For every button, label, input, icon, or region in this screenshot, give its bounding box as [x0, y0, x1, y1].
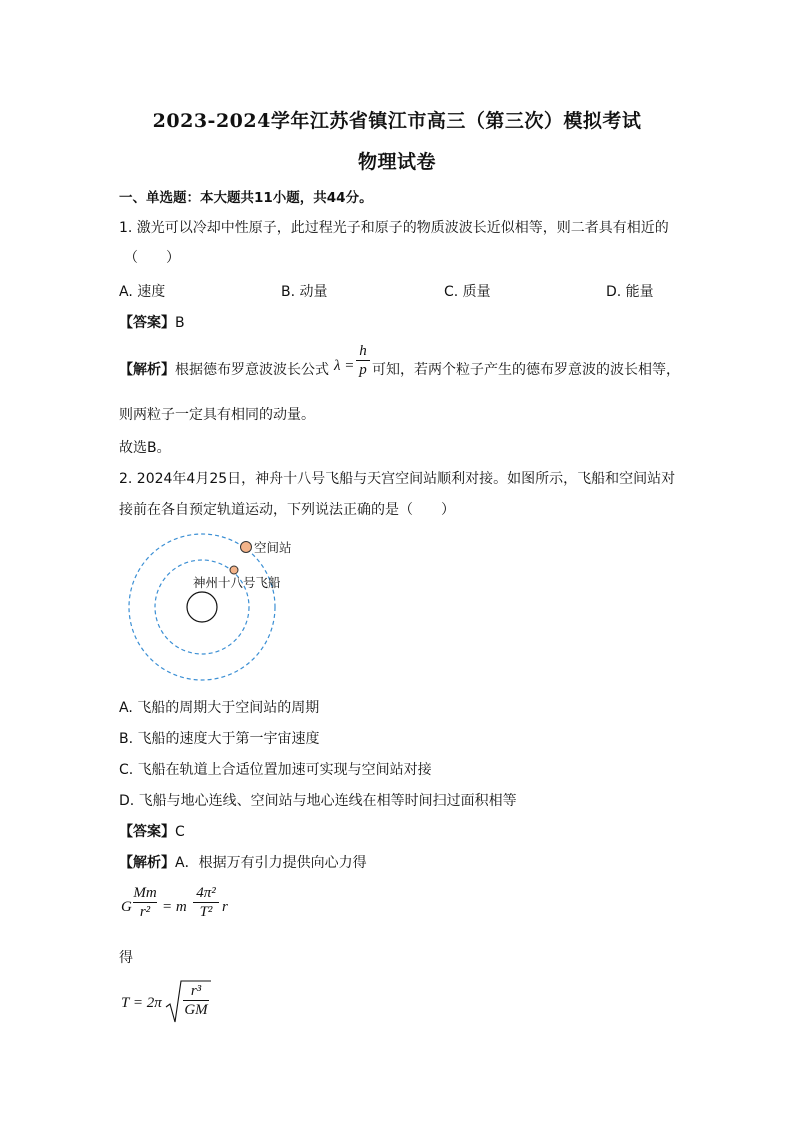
analysis-pre: 根据德布罗意波波长公式 [175, 362, 329, 378]
station-label: 空间站 [254, 540, 292, 555]
answer-tag: 【答案】 [119, 315, 175, 331]
q2-de: 得 [119, 950, 133, 966]
eq1-den-left: r² [139, 904, 151, 920]
fraction-bar [183, 1000, 209, 1001]
q1-option-b: B. 动量 [281, 284, 328, 300]
ship-label: 神州十八号飞船 [193, 575, 281, 590]
eq2-den: GM [184, 1002, 208, 1018]
page-title: 2023-2024学年江苏省镇江市高三（第三次）模拟考试 [152, 110, 642, 132]
eq1-g: G [121, 899, 132, 915]
eq1-den-right: T² [199, 904, 213, 920]
q1-answer [119, 312, 185, 332]
answer-value: B [175, 315, 185, 331]
fraction-bar [193, 902, 219, 903]
q1-formula-fraction [356, 343, 370, 378]
q2-option-c: C. 飞船在轨道上合适位置加速可实现与空间站对接 [119, 762, 432, 778]
eq1-equals-m: = m [162, 899, 187, 915]
q1-analysis-line2: 则两粒子一定具有相同的动量。 [119, 407, 315, 423]
fraction-bar [356, 360, 370, 361]
answer-value: C [175, 824, 185, 840]
q1-analysis-post: 可知，若两个粒子产生的德布罗意波的波长相等， [372, 362, 680, 378]
q1-conclusion: 故选B。 [119, 440, 171, 456]
q1-stem-line1: 1. 激光可以冷却中性原子，此过程光子和原子的物质波波长近似相等，则二者具有相近的 [119, 220, 669, 236]
analysis-tag: 【解析】 [119, 362, 175, 378]
q1-formula-lhs: λ = [334, 358, 355, 374]
formula-denominator: p [359, 362, 367, 378]
space-station-dot [241, 542, 252, 553]
earth-circle [187, 592, 217, 622]
answer-tag: 【答案】 [119, 824, 175, 840]
eq1-num-left: Mm [133, 885, 157, 901]
q2-option-b: B. 飞船的速度大于第一宇宙速度 [119, 731, 320, 747]
eq2-lhs: T = 2π [121, 995, 162, 1011]
eq1-fraction-left [133, 885, 157, 920]
eq2-fraction [183, 983, 209, 1018]
q2-analysis [119, 852, 367, 872]
fraction-bar [133, 902, 157, 903]
q1-option-c: C. 质量 [444, 284, 491, 300]
q1-option-a: A. 速度 [119, 284, 166, 300]
eq1-fraction-right [193, 885, 219, 920]
eq1-num-right: 4π² [196, 885, 216, 901]
eq1-r: r [222, 899, 228, 915]
q2-stem-line1: 2. 2024年4月25日，神舟十八号飞船与天宫空间站顺利对接。如图所示，飞船和空间站对 [119, 471, 676, 487]
q2-answer [119, 821, 185, 841]
q2-stem-line2: 接前在各自预定轨道运动，下列说法正确的是（ ） [119, 502, 455, 518]
analysis-text: A．根据万有引力提供向心力得 [175, 855, 367, 871]
page-subtitle: 物理试卷 [357, 151, 436, 173]
q2-option-a: A. 飞船的周期大于空间站的周期 [119, 700, 320, 716]
q1-option-d: D. 能量 [606, 284, 654, 300]
q2-option-d: D. 飞船与地心连线、空间站与地心连线在相等时间扫过面积相等 [119, 793, 517, 809]
analysis-tag: 【解析】 [119, 855, 175, 871]
q1-stem-line2: （ ） [124, 250, 180, 266]
q1-analysis-tag [119, 359, 329, 379]
formula-numerator: h [359, 343, 367, 359]
section-heading: 一、单选题：本大题共11小题，共44分。 [119, 190, 373, 206]
eq2-num: r³ [190, 983, 202, 999]
